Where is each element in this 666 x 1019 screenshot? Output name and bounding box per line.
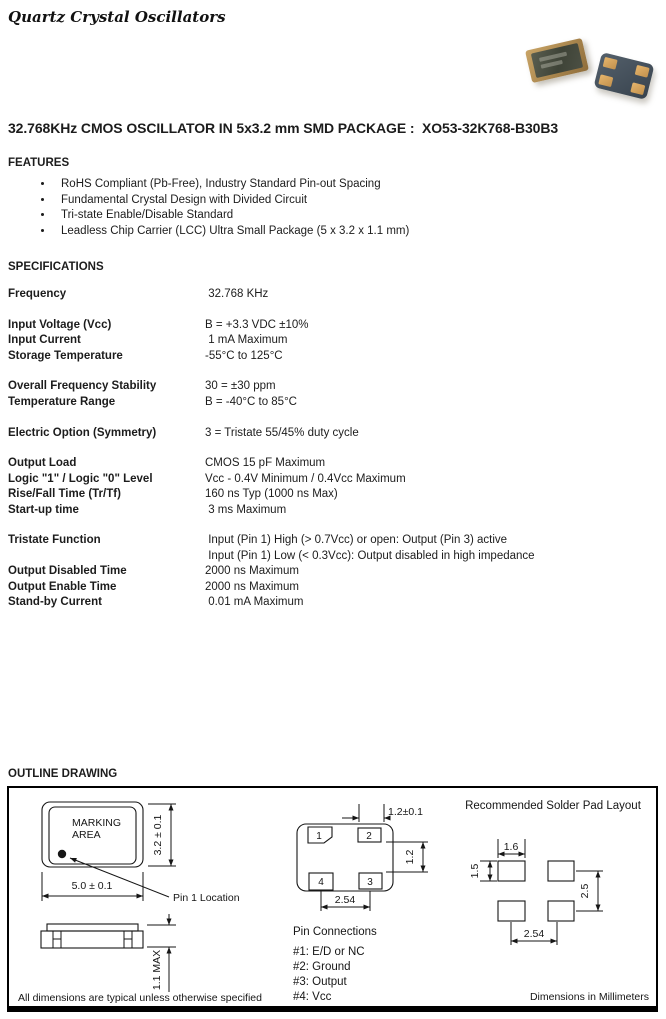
spec-group (8, 426, 658, 441)
spec-label: Storage Temperature (8, 349, 123, 362)
spec-value: 30 = ±30 ppm (205, 380, 276, 393)
specifications-heading: SPECIFICATIONS (8, 261, 104, 273)
table-row (8, 456, 658, 471)
pin-connection-4: #4: Vcc (293, 991, 332, 1003)
spec-value: 2000 ns Maximum (205, 580, 299, 593)
spec-value: 0.01 mA Maximum (205, 596, 304, 609)
pad-gap-dimension: 1.2 (404, 849, 416, 865)
marking-bar (539, 52, 567, 62)
table-row (8, 287, 658, 302)
spec-value: 1 mA Maximum (205, 334, 288, 347)
document-title: 32.768KHz CMOS OSCILLATOR IN 5x3.2 mm SMD PACKAGE : XO53-32K768-B30B3 (8, 120, 559, 136)
pin-connections-title: Pin Connections (293, 926, 377, 938)
outline-drawing (9, 788, 656, 1006)
features-list (8, 177, 648, 239)
spec-group (8, 287, 658, 302)
spec-label: Rise/Fall Time (Tr/Tf) (8, 488, 121, 501)
marking-area-label-line2: AREA (72, 829, 101, 841)
outline-drawing-heading: OUTLINE DRAWING (8, 768, 118, 780)
table-row (8, 503, 658, 518)
units-note: Dimensions in Millimeters (529, 991, 649, 1003)
spec-label: Output Enable Time (8, 580, 117, 593)
table-row (8, 472, 658, 487)
solder-pad (635, 65, 650, 78)
feature-item: • Fundamental Crystal Design with Divided Circuit (54, 193, 648, 209)
spec-value: CMOS 15 pF Maximum (205, 457, 326, 470)
spec-label: Temperature Range (8, 395, 116, 408)
spec-value: 2000 ns Maximum (205, 565, 299, 578)
table-row (8, 564, 658, 579)
spec-label: Frequency (8, 288, 67, 300)
oscillator-top-photo (525, 38, 589, 83)
specifications-table (8, 287, 658, 626)
thickness-dimension: 1.1 MAX (151, 949, 163, 991)
spec-group (8, 456, 658, 518)
pin-connections (293, 926, 377, 1003)
spec-label: Tristate Function (8, 534, 101, 547)
page-title: Quartz Crystal Oscillators (8, 8, 226, 26)
table-row (8, 487, 658, 502)
pin-connection-3: #3: Output (293, 976, 347, 988)
spec-label: Stand-by Current (8, 596, 102, 609)
spec-value: Input (Pin 1) High (> 0.7Vcc) or open: Output (Pin 3) active (205, 534, 508, 547)
package-bottom-view (297, 804, 428, 911)
pad-width-dimension: 1.2±0.1 (388, 806, 423, 818)
oscillator-bottom-photo (593, 52, 654, 100)
spec-label: Logic "1" / Logic "0" Level (8, 472, 153, 485)
pad-number-2: 2 (366, 831, 372, 842)
pin-connection-1: #1: E/D or NC (293, 946, 365, 958)
spec-label: Input Voltage (Vcc) (8, 318, 112, 331)
solder-pad-horizontal-pitch-dimension: 2.54 (523, 928, 545, 940)
table-row (8, 318, 658, 333)
dimensions-note: All dimensions are typical unless otherwise specified (18, 992, 262, 1004)
feature-item: • Tri-state Enable/Disable Standard (54, 208, 648, 224)
table-row (8, 333, 658, 348)
spec-value: B = -40°C to 85°C (205, 395, 297, 408)
package-top-view (42, 802, 240, 904)
height-dimension: 3.2 ± 0.1 (152, 814, 164, 856)
table-row (8, 595, 658, 610)
table-row (8, 580, 658, 595)
width-dimension: 5.0 ± 0.1 (71, 880, 113, 892)
solder-pad-width-dimension: 1.6 (503, 841, 519, 853)
spec-group (8, 318, 658, 364)
features-heading: FEATURES (8, 157, 70, 169)
feature-item: • RoHS Compliant (Pb-Free), Industry Standard Pin-out Spacing (54, 177, 648, 193)
spec-group (8, 379, 658, 410)
package-side-view (41, 914, 176, 992)
spec-label: Input Current (8, 334, 81, 347)
spec-label: Start-up time (8, 503, 79, 516)
table-row (8, 426, 658, 441)
spec-value: 3 = Tristate 55/45% duty cycle (205, 426, 359, 439)
pin1-dot (58, 850, 66, 858)
spec-label: Output Load (8, 457, 77, 470)
pitch-dimension: 2.54 (334, 894, 356, 906)
oscillator-marking-face (531, 43, 583, 78)
spec-value: 32.768 KHz (205, 288, 269, 300)
table-row (8, 349, 658, 364)
spec-value: 160 ns Typ (1000 ns Max) (205, 488, 338, 501)
solder-pad-layout-title: Recommended Solder Pad Layout (465, 800, 641, 812)
pad-number-4: 4 (318, 877, 324, 888)
pin-connection-2: #2: Ground (293, 961, 351, 973)
pad-number-1: 1 (316, 831, 322, 842)
solder-pad-height-dimension: 1.5 (469, 863, 481, 879)
pad-number-3: 3 (367, 877, 373, 888)
spec-value-multiline (205, 533, 535, 564)
table-row (8, 395, 658, 410)
solder-pad-vertical-pitch-dimension: 2.5 (579, 883, 591, 899)
table-row (8, 533, 658, 564)
solder-pad-layout (465, 800, 642, 945)
spec-value: -55°C to 125°C (205, 349, 283, 362)
table-row (8, 379, 658, 394)
solder-pad (598, 74, 613, 87)
outline-drawing-box (7, 786, 658, 1012)
spec-group (8, 533, 658, 610)
feature-item: • Leadless Chip Carrier (LCC) Ultra Small Package (5 x 3.2 x 1.1 mm) (54, 224, 648, 240)
spec-label: Electric Option (Symmetry) (8, 426, 157, 439)
spec-value: B = +3.3 VDC ±10% (205, 318, 309, 331)
solder-pad (630, 82, 645, 95)
marking-bar (541, 60, 563, 69)
pin1-location-label: Pin 1 Location (173, 892, 240, 904)
spec-value: Vcc - 0.4V Minimum / 0.4Vcc Maximum (205, 472, 406, 485)
spec-label: Output Disabled Time (8, 565, 127, 578)
spec-value: Input (Pin 1) Low (< 0.3Vcc): Output disabled in high impedance (205, 549, 535, 562)
spec-value: 3 ms Maximum (205, 503, 287, 516)
marking-area-label-line1: MARKING (72, 817, 122, 829)
spec-label: Overall Frequency Stability (8, 380, 157, 393)
solder-pad (603, 57, 618, 70)
